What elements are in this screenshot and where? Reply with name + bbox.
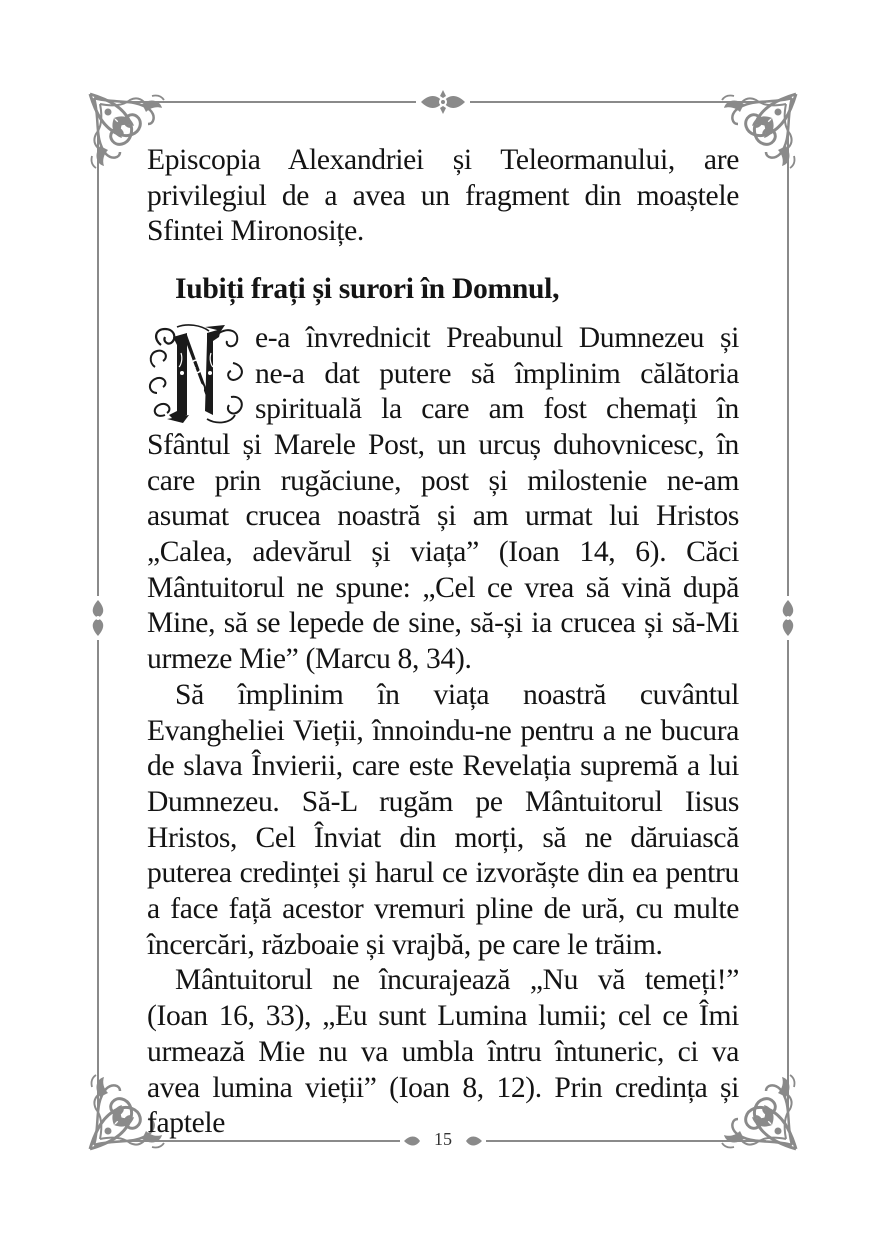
decorated-initial-icon — [147, 323, 249, 427]
left-center-ornament — [90, 596, 106, 640]
section-heading: Iubiți frați și surori în Domnul, — [175, 273, 560, 306]
first-paragraph-block — [147, 321, 739, 678]
paragraph-2: Să împlinim în viața noastră cuvântul Evangheliei Vieții, înnoindu-ne pentru a ne bucura de slava Învierii, care este Revelația supremă a lui Dumnezeu. Să-L rugăm pe Mântuitorul Iisus Hristos, Cel Înviat din morți, să ne dăruiască puterea credinței și harul ce izvorăște din ea pentru a face față acestor vremuri pline de ură, cu multe încercări, războaie și vrajbă, pe care le trăim. — [147, 678, 739, 961]
page-number: 15 — [434, 1129, 452, 1149]
intro-paragraph: Episcopia Alexandriei și Teleormanului, are privilegiul de a avea un fragment din moaștele Sfintei Mironosițe. — [147, 144, 739, 248]
paragraph-3: Mântuitorul ne încurajează „Nu vă temeți!” (Ioan 16, 33), „Eu sunt Lumina lumii; cel ce Îmi urmează Mie nu va umbla întru întuneric, ci va avea lumina vieții” (Ioan 8, 12). Prin credința și faptele — [147, 964, 739, 1140]
right-center-ornament — [780, 596, 796, 640]
page-text — [147, 143, 739, 1142]
paragraph-1: e-a învrednicit Preabunul Dumnezeu și ne-a dat putere să împlinim călătoria spirituală la care am fost chemați în Sfântul și Marele Post, un urcuș duhovnicesc, în care prin rugăciune, post și milostenie ne-am asumat crucea noastră și am urmat lui Hristos „Calea, adevărul și viața” (Ioan 14, 6). Căci Mântuitorul ne spune: „Cel ce vrea să vină după Mine, să se lepede de sine, să-și ia crucea și să-Mi urmeze Mie” (Marcu 8, 34). — [147, 321, 739, 676]
top-center-ornament — [416, 90, 470, 114]
